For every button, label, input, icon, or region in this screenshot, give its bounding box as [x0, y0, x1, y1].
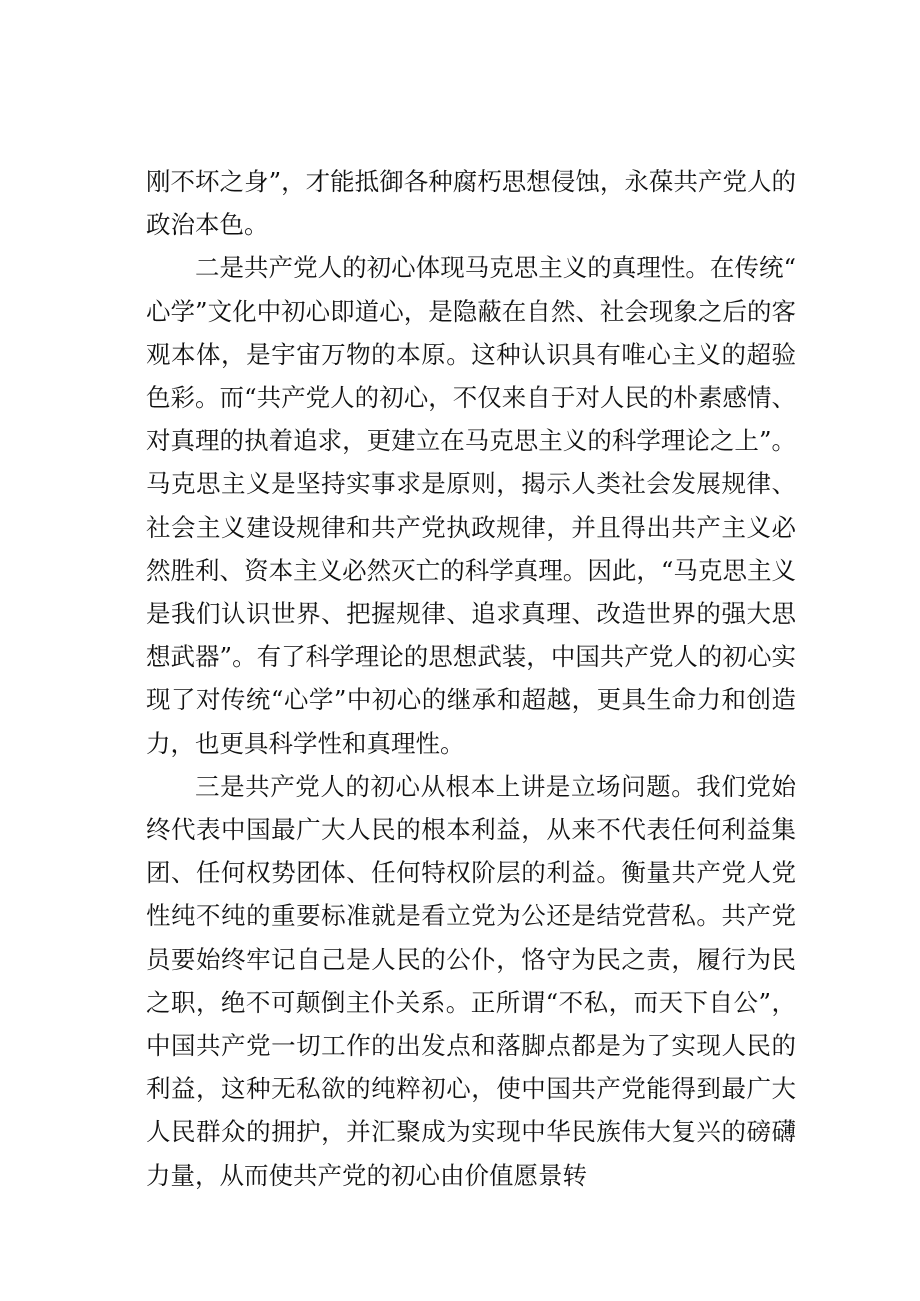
paragraph-continuation: 刚不坏之身”，才能抵御各种腐朽思想侵蚀，永葆共产党人的政治本色。 — [146, 167, 796, 240]
body-text — [146, 160, 796, 1197]
paragraph-third-point: 三是共产党人的初心从根本上讲是立场问题。我们党始终代表中国最广大人民的根本利益，从来不代表任何利益集团、任何权势团体、任何特权阶层的利益。衡量共产党人党性纯不纯的重要标准就是看立党为公还是结党营私。共产党员要始终牢记自己是人民的公仆，恪守为民之责，履行为民之职，绝不可颠倒主仆关系。正所谓“不私，而天下自公”，中国共产党一切工作的出发点和落脚点都是为了实现人民的利益，这种无私欲的纯粹初心，使中国共产党能得到最广大人民群众的拥护，并汇聚成为实现中华民族伟大复兴的磅礴力量，从而使共产党的初心由价值愿景转 — [146, 771, 796, 1190]
paragraph-second-point: 二是共产党人的初心体现马克思主义的真理性。在传统“心学”文化中初心即道心，是隐蔽在自然、社会现象之后的客观本体，是宇宙万物的本原。这种认识具有唯心主义的超验色彩。而“共产党人的初心，不仅来自于对人民的朴素感情、对真理的执着追求，更建立在马克思主义的科学理论之上”。马克思主义是坚持实事求是原则，揭示人类社会发展规律、社会主义建设规律和共产党执政规律，并且得出共产主义必然胜利、资本主义必然灭亡的科学真理。因此，“马克思主义是我们认识世界、把握规律、追求真理、改造世界的强大思想武器”。有了科学理论的思想武装，中国共产党人的初心实现了对传统“心学”中初心的继承和超越，更具生命力和创造力，也更具科学性和真理性。 — [146, 253, 796, 758]
